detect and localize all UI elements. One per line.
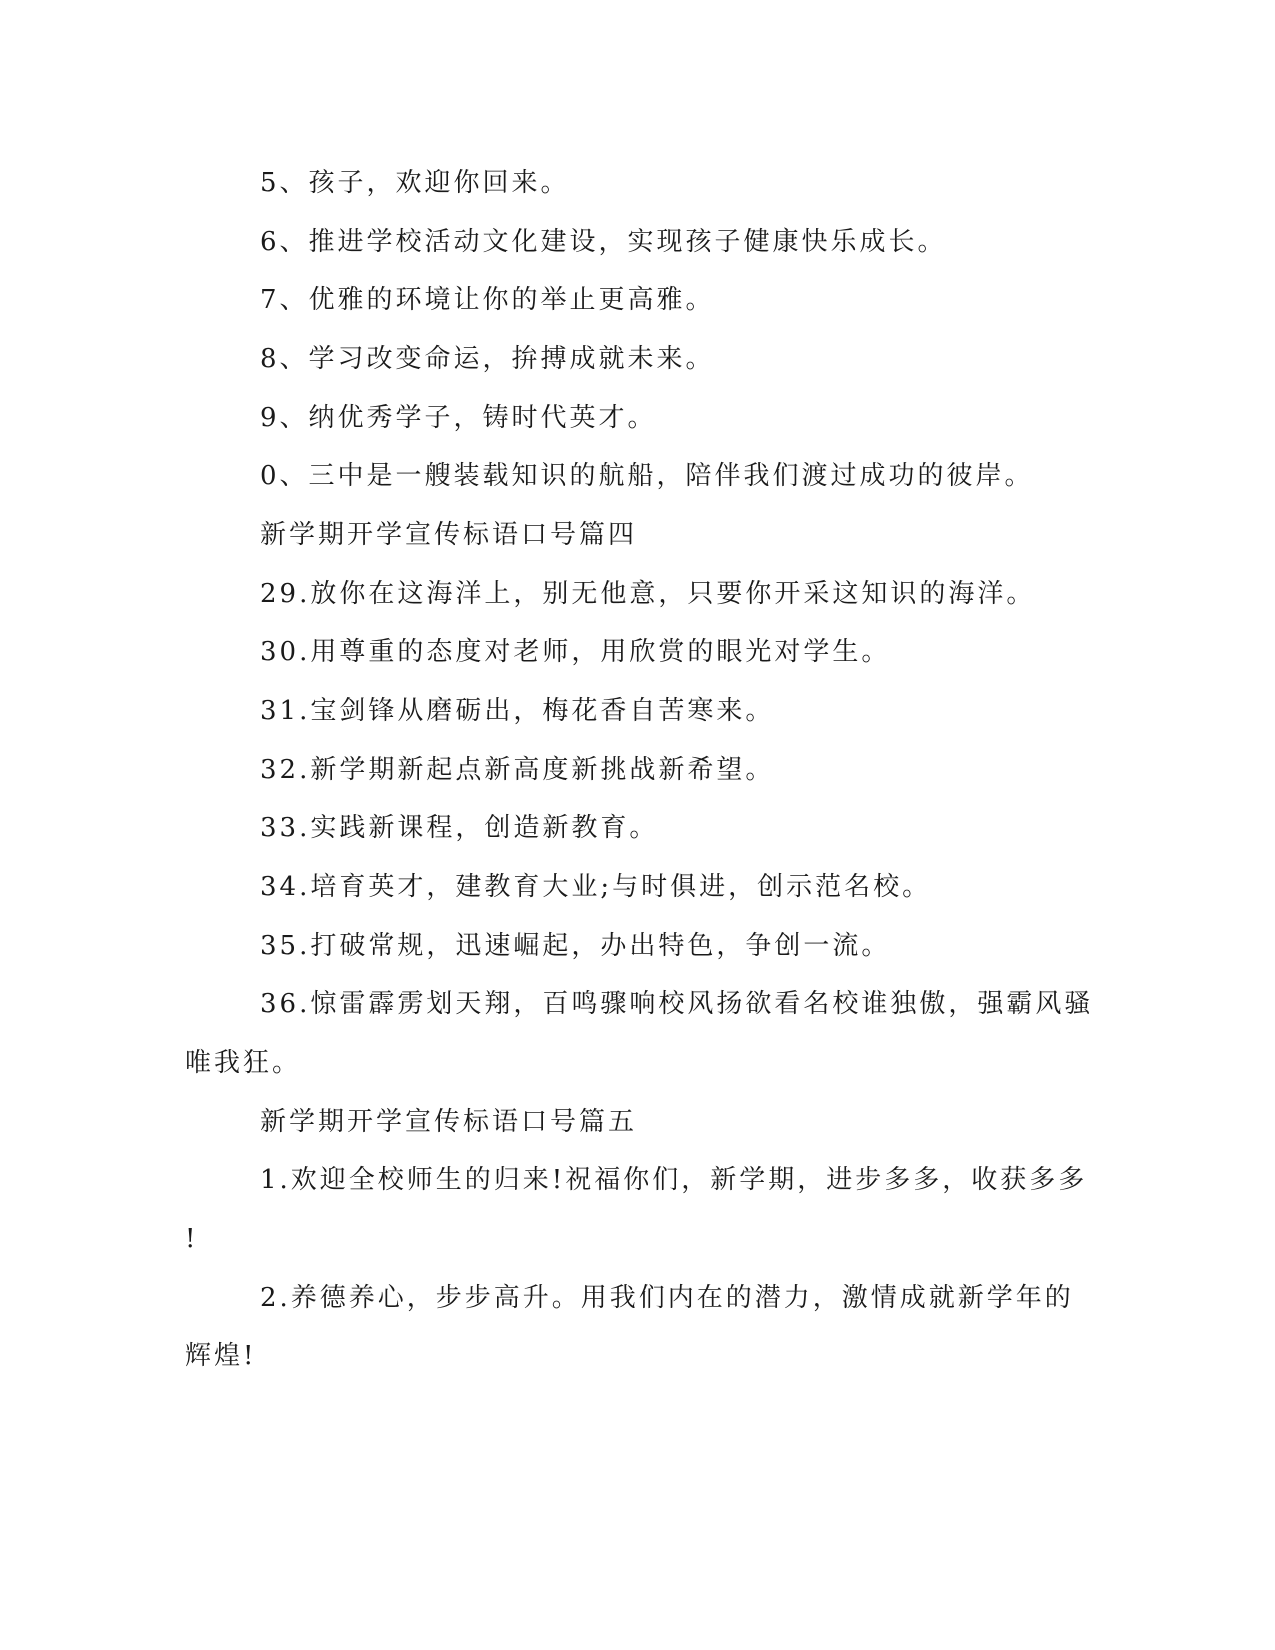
text-line: 7、优雅的环境让你的举止更高雅。 [260, 285, 715, 315]
text-line: 6、推进学校活动文化建设，实现孩子健康快乐成长。 [260, 227, 947, 257]
text-line: 8、学习改变命运，拚搏成就未来。 [260, 344, 715, 374]
text-line: 29.放你在这海洋上，别无他意，只要你开采这知识的海洋。 [260, 579, 1036, 609]
text-line-continuation: 唯我狂。 [185, 1048, 302, 1078]
section-heading: 新学期开学宣传标语口号篇四 [260, 520, 638, 550]
text-line: 2.养德养心，步步高升。用我们内在的潜力，激情成就新学年的 [260, 1283, 1074, 1313]
text-line-continuation: 辉煌! [185, 1341, 257, 1371]
text-line: 5、孩子，欢迎你回来。 [260, 168, 570, 198]
section-heading: 新学期开学宣传标语口号篇五 [260, 1107, 638, 1137]
text-line: 30.用尊重的态度对老师，用欣赏的眼光对学生。 [260, 637, 891, 667]
text-line: 1.欢迎全校师生的归来!祝福你们，新学期，进步多多，收获多多 [260, 1165, 1088, 1195]
text-line: 9、纳优秀学子，铸时代英才。 [260, 403, 657, 433]
text-line: 0、三中是一艘装载知识的航船，陪伴我们渡过成功的彼岸。 [260, 461, 1034, 491]
text-line: 36.惊雷霹雳划天翔，百鸣骤响校风扬欲看名校谁独傲，强霸风骚 [260, 989, 1094, 1019]
text-line: 32.新学期新起点新高度新挑战新希望。 [260, 755, 775, 785]
text-line-continuation: ! [185, 1224, 199, 1254]
text-line: 34.培育英才，建教育大业;与时俱进，创示范名校。 [260, 872, 932, 902]
text-line: 33.实践新课程，创造新教育。 [260, 813, 659, 843]
text-line: 35.打破常规，迅速崛起，办出特色，争创一流。 [260, 931, 891, 961]
text-line: 31.宝剑锋从磨砺出，梅花香自苦寒来。 [260, 696, 775, 726]
